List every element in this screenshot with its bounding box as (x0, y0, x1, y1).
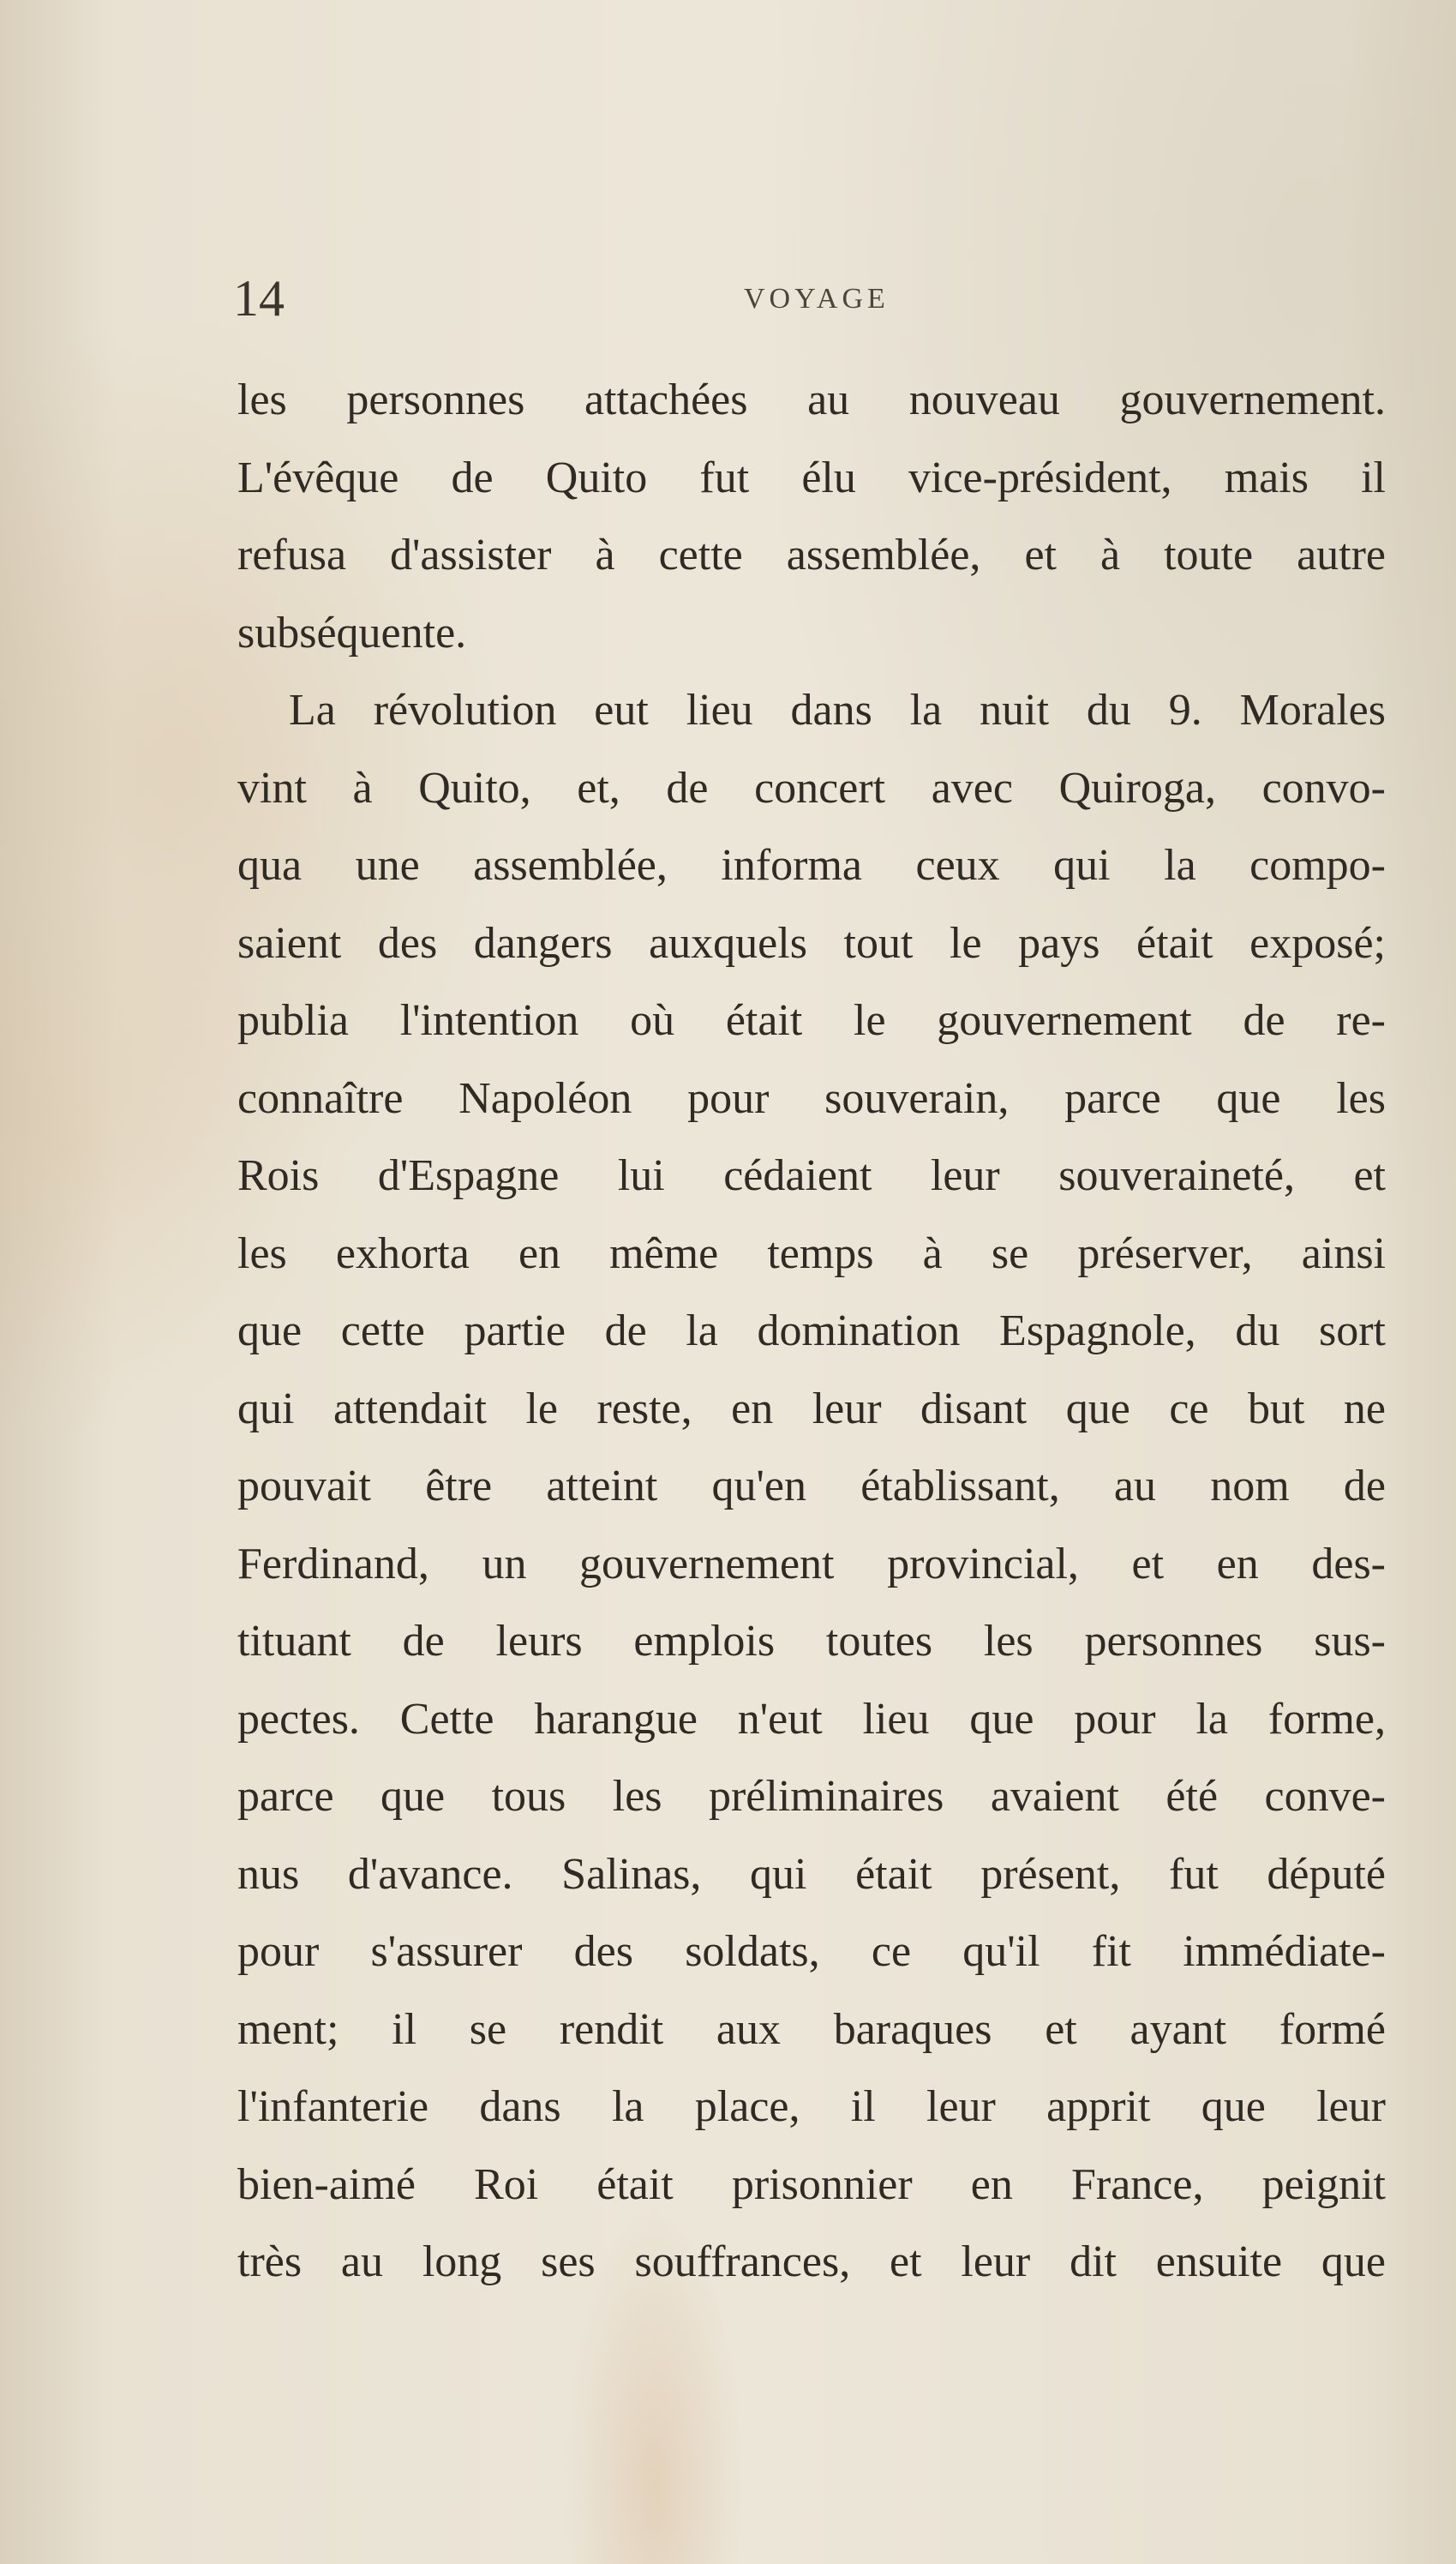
text-line: les exhorta en même temps à se préserver, ainsi (237, 1228, 1386, 1278)
text-line: Ferdinand, un gouvernement provincial, et en des- (237, 1539, 1386, 1588)
text-line: ment; il se rendit aux baraques et ayant formé (237, 2004, 1386, 2054)
text-line: vint à Quito, et, de concert avec Quiroga, convo- (237, 763, 1386, 813)
paragraph-start-line: La révolution eut lieu dans la nuit du 9. Morales (289, 686, 1386, 735)
page-number: 14 (233, 270, 285, 327)
text-line: publia l'intention où était le gouvernement de re- (237, 996, 1386, 1045)
text-line: refusa d'assister à cette assemblée, et à toute autre (237, 531, 1386, 579)
text-line: pectes. Cette harangue n'eut lieu que pour la forme, (237, 1694, 1386, 1744)
text-line: qua une assemblée, informa ceux qui la compo- (237, 841, 1386, 890)
text-line: tituant de leurs emplois toutes les personnes sus- (237, 1617, 1386, 1666)
text-line: les personnes attachées au nouveau gouvernement. (237, 375, 1386, 424)
text-line: l'infanterie dans la place, il leur apprit que leur (237, 2082, 1386, 2131)
text-line: saient des dangers auxquels tout le pays était exposé; (237, 918, 1386, 968)
text-line: bien-aimé Roi était prisonnier en France, peignit (237, 2159, 1386, 2209)
text-line: nus d'avance. Salinas, qui était présent, fut député (237, 1849, 1386, 1899)
text-line: très au long ses souffrances, et leur dit ensuite que (237, 2237, 1386, 2286)
page-header (0, 270, 1456, 327)
text-line: parce que tous les préliminaires avaient été conve- (237, 1772, 1386, 1821)
text-line: qui attendait le reste, en leur disant que ce but ne (237, 1384, 1386, 1433)
text-line: pour s'assurer des soldats, ce qu'il fit immédiate- (237, 1927, 1386, 1976)
text-line: subséquente. (237, 608, 467, 658)
text-line: L'évêque de Quito fut élu vice-président, mais il (237, 453, 1386, 502)
body-text (237, 362, 1386, 2302)
running-head: VOYAGE (744, 283, 890, 315)
text-line: que cette partie de la domination Espagnole, du sort (237, 1306, 1386, 1355)
text-line: pouvait être atteint qu'en établissant, au nom de (237, 1462, 1386, 1510)
text-line: connaître Napoléon pour souverain, parce que les (237, 1073, 1386, 1123)
text-line: Rois d'Espagne lui cédaient leur souveraineté, et (237, 1151, 1386, 1200)
